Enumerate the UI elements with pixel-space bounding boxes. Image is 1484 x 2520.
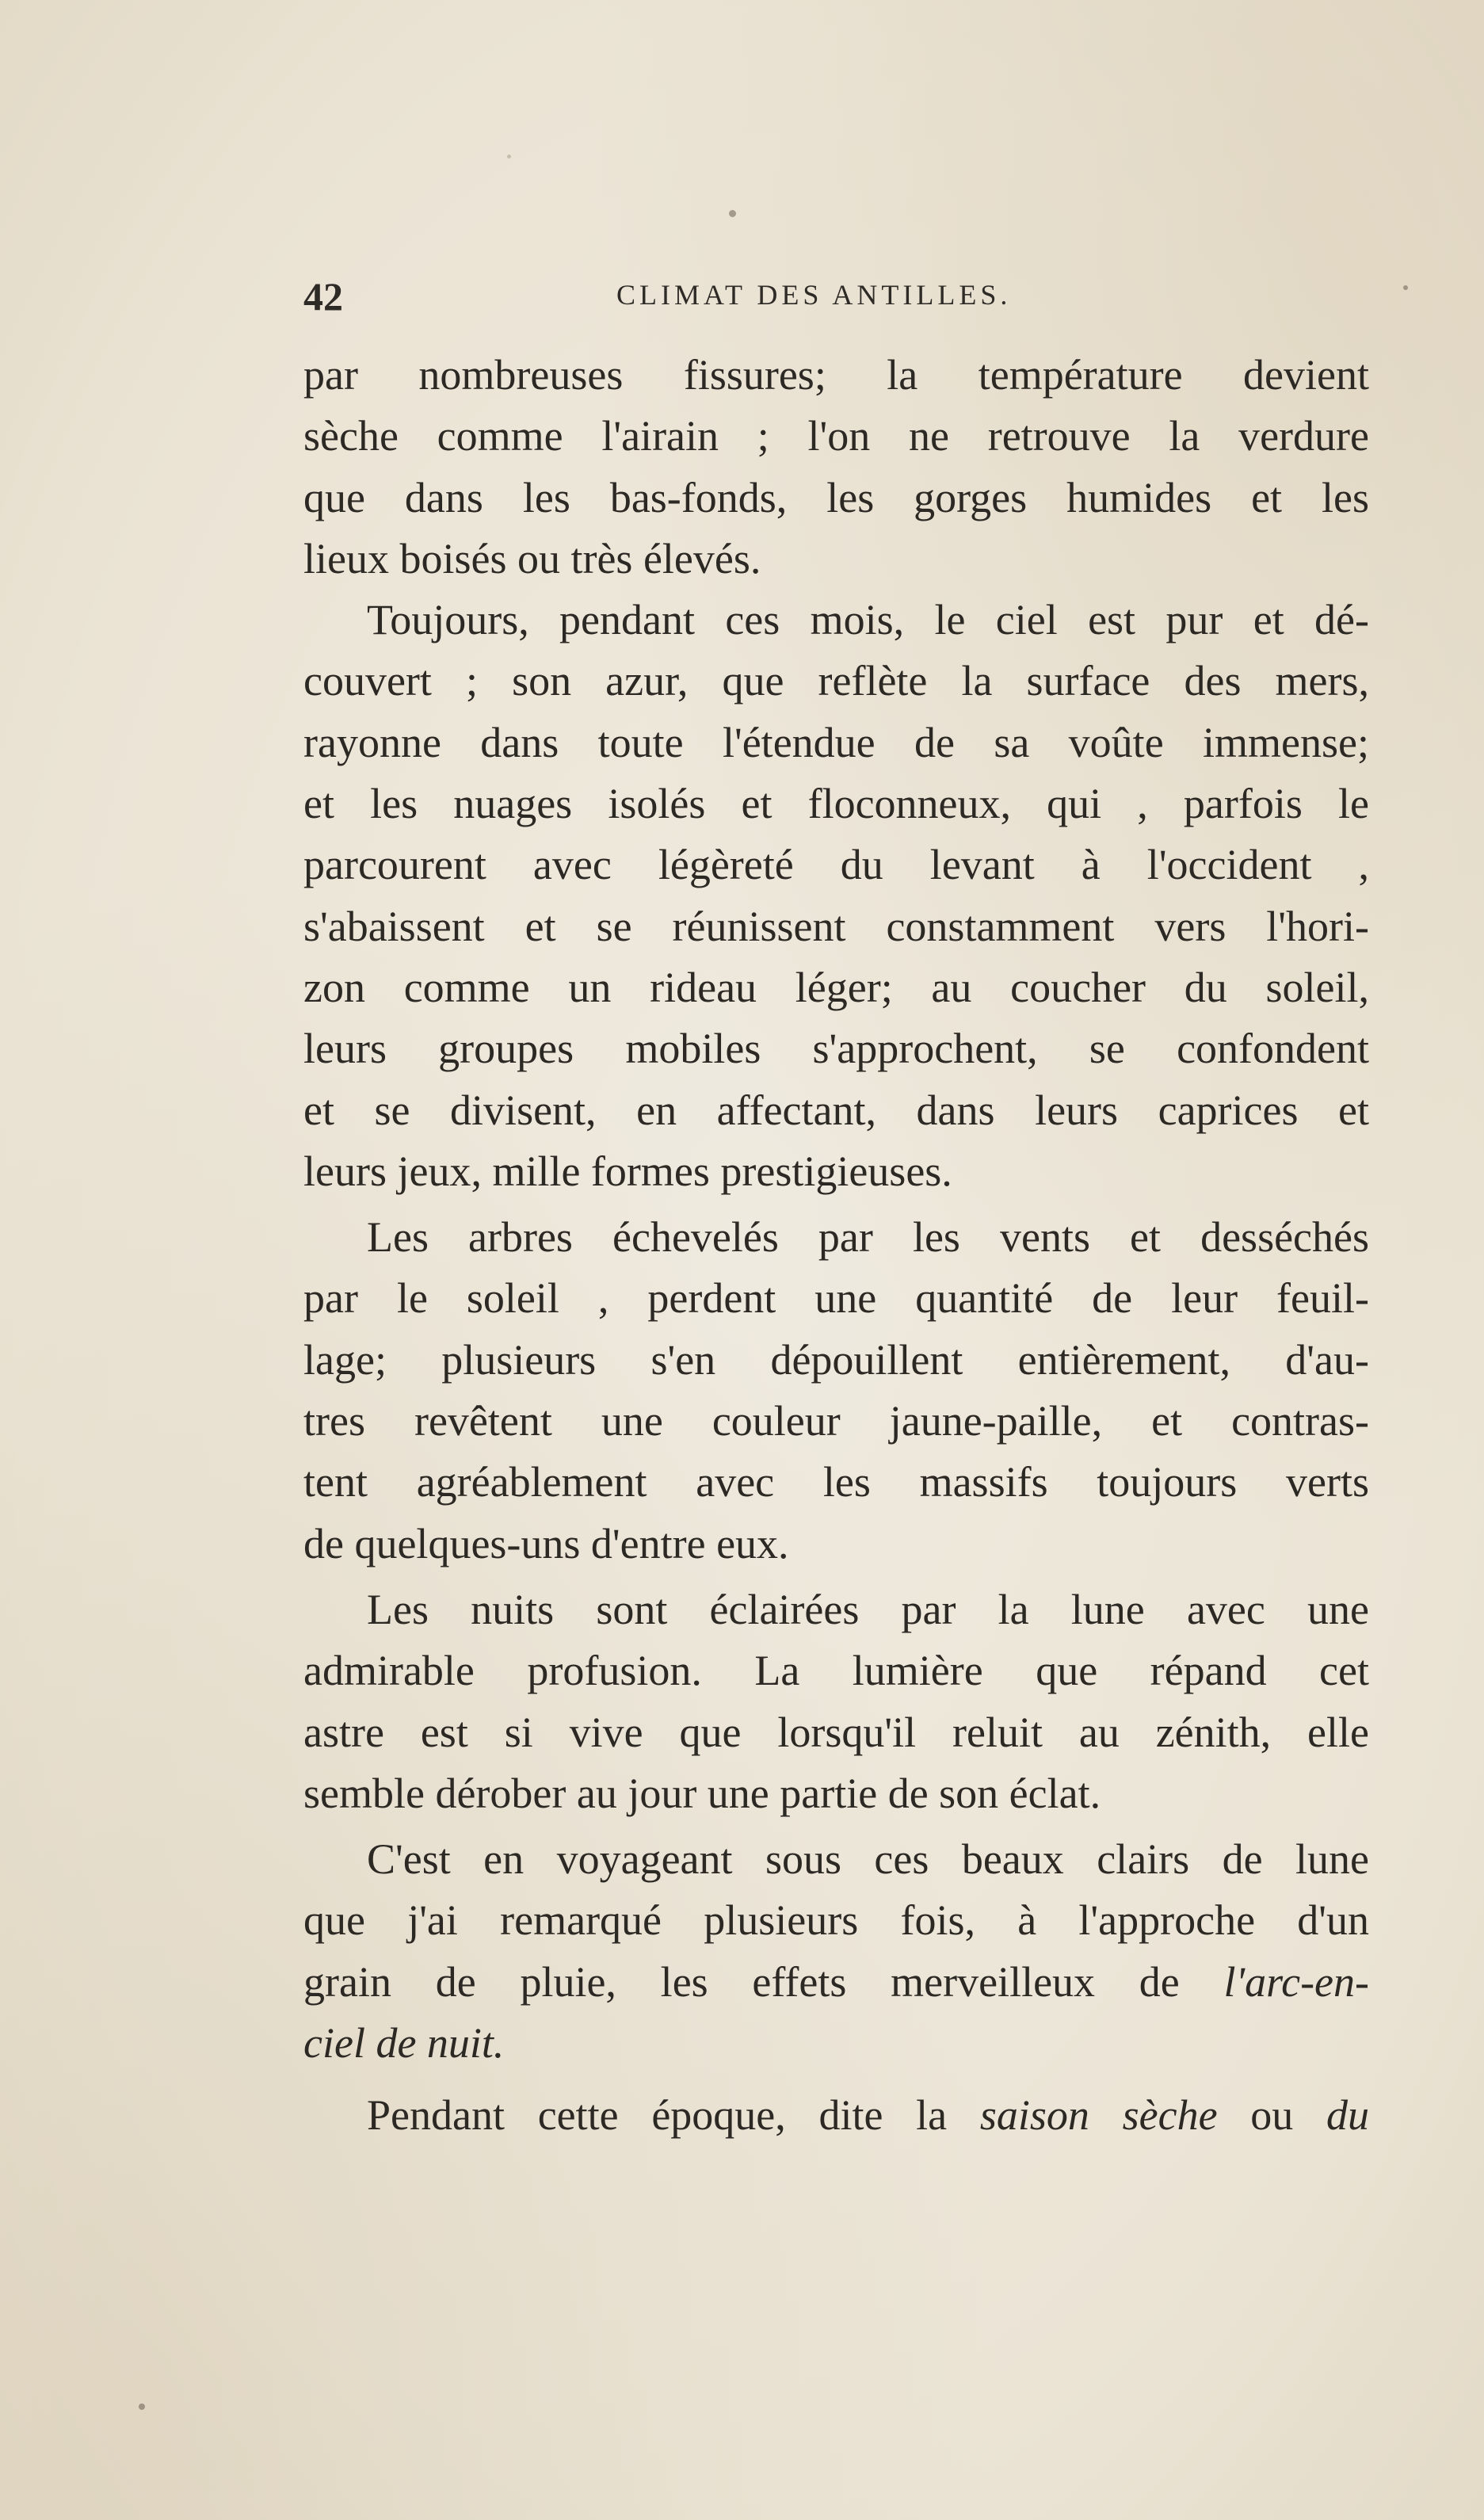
paragraph-5: [303, 1829, 1369, 2074]
text-line-mixed: [303, 2085, 1369, 2146]
text-line-mixed: [303, 1952, 1369, 2013]
italic-term: ciel de nuit.: [303, 2019, 505, 2068]
paper-speck: [1403, 285, 1408, 290]
text-line: leurs groupes mobiles s'approchent, se confondent: [303, 1025, 1369, 1073]
paragraph-3: [303, 1207, 1369, 1575]
paragraph-1: [303, 345, 1369, 590]
text-segment: ou: [1217, 2091, 1327, 2140]
text-line: semble dérober au jour une partie de son éclat.: [303, 1769, 1101, 1817]
text-line: sèche comme l'airain ; l'on ne retrouve la verdure: [303, 412, 1369, 460]
text-line: et se divisent, en affectant, dans leurs caprices et: [303, 1086, 1369, 1134]
text-line: couvert ; son azur, que reflète la surface des mers,: [303, 657, 1369, 705]
italic-term: du: [1326, 2091, 1370, 2140]
text-line: C'est en voyageant sous ces beaux clairs de lune: [367, 1835, 1369, 1884]
paragraph-2: [303, 590, 1369, 1202]
text-line: et les nuages isolés et floconneux, qui , parfois le: [303, 780, 1369, 828]
paragraph-6: [303, 2085, 1369, 2146]
text-line: de quelques-uns d'entre eux.: [303, 1519, 789, 1567]
text-line: que j'ai remarqué plusieurs fois, à l'approche d'un: [303, 1896, 1369, 1945]
text-line: Toujours, pendant ces mois, le ciel est pur et dé-: [367, 596, 1369, 644]
text-line: lage; plusieurs s'en dépouillent entièrement, d'au-: [303, 1335, 1369, 1384]
paper-speck: [507, 155, 511, 158]
page-header: [303, 273, 1369, 329]
running-head: CLIMAT DES ANTILLES.: [616, 279, 1012, 311]
text-line: tres revêtent une couleur jaune-paille, et contras-: [303, 1397, 1369, 1445]
text-line: leurs jeux, mille formes prestigieuses.: [303, 1147, 952, 1195]
text-line: admirable profusion. La lumière que répand cet: [303, 1647, 1369, 1695]
text-line: parcourent avec légèreté du levant à l'occident ,: [303, 841, 1369, 889]
text-line: que dans les bas-fonds, les gorges humides et les: [303, 473, 1369, 521]
text-segment: grain de pluie, les effets merveilleux de: [303, 1957, 1180, 2006]
italic-term: saison sèche: [979, 2091, 1218, 2140]
text-line: s'abaissent et se réunissent constamment vers l'hori-: [303, 902, 1369, 950]
text-line: rayonne dans toute l'étendue de sa voûte immense;: [303, 718, 1369, 766]
text-line: [303, 2013, 1369, 2074]
text-line: par le soleil , perdent une quantité de leur feuil-: [303, 1274, 1369, 1323]
text-line: par nombreuses fissures; la température devient: [303, 351, 1369, 399]
text-line: tent agréablement avec les massifs toujours verts: [303, 1458, 1369, 1506]
text-line: zon comme un rideau léger; au coucher du soleil,: [303, 963, 1369, 1011]
text-segment: Pendant cette époque, dite la: [367, 2091, 980, 2140]
paper-speck: [139, 2404, 145, 2410]
text-line: Les nuits sont éclairées par la lune avec une: [367, 1585, 1369, 1633]
text-line: lieux boisés ou très élevés.: [303, 534, 761, 582]
page-number: 42: [303, 274, 343, 319]
paragraph-4: [303, 1579, 1369, 1824]
text-line: astre est si vive que lorsqu'il reluit au zénith, elle: [303, 1708, 1369, 1756]
text-line: Les arbres échevelés par les vents et desséchés: [367, 1213, 1369, 1262]
body-text: [303, 345, 1369, 2147]
paper-speck: [729, 210, 736, 217]
italic-term: l'arc-en-: [1223, 1957, 1370, 2006]
